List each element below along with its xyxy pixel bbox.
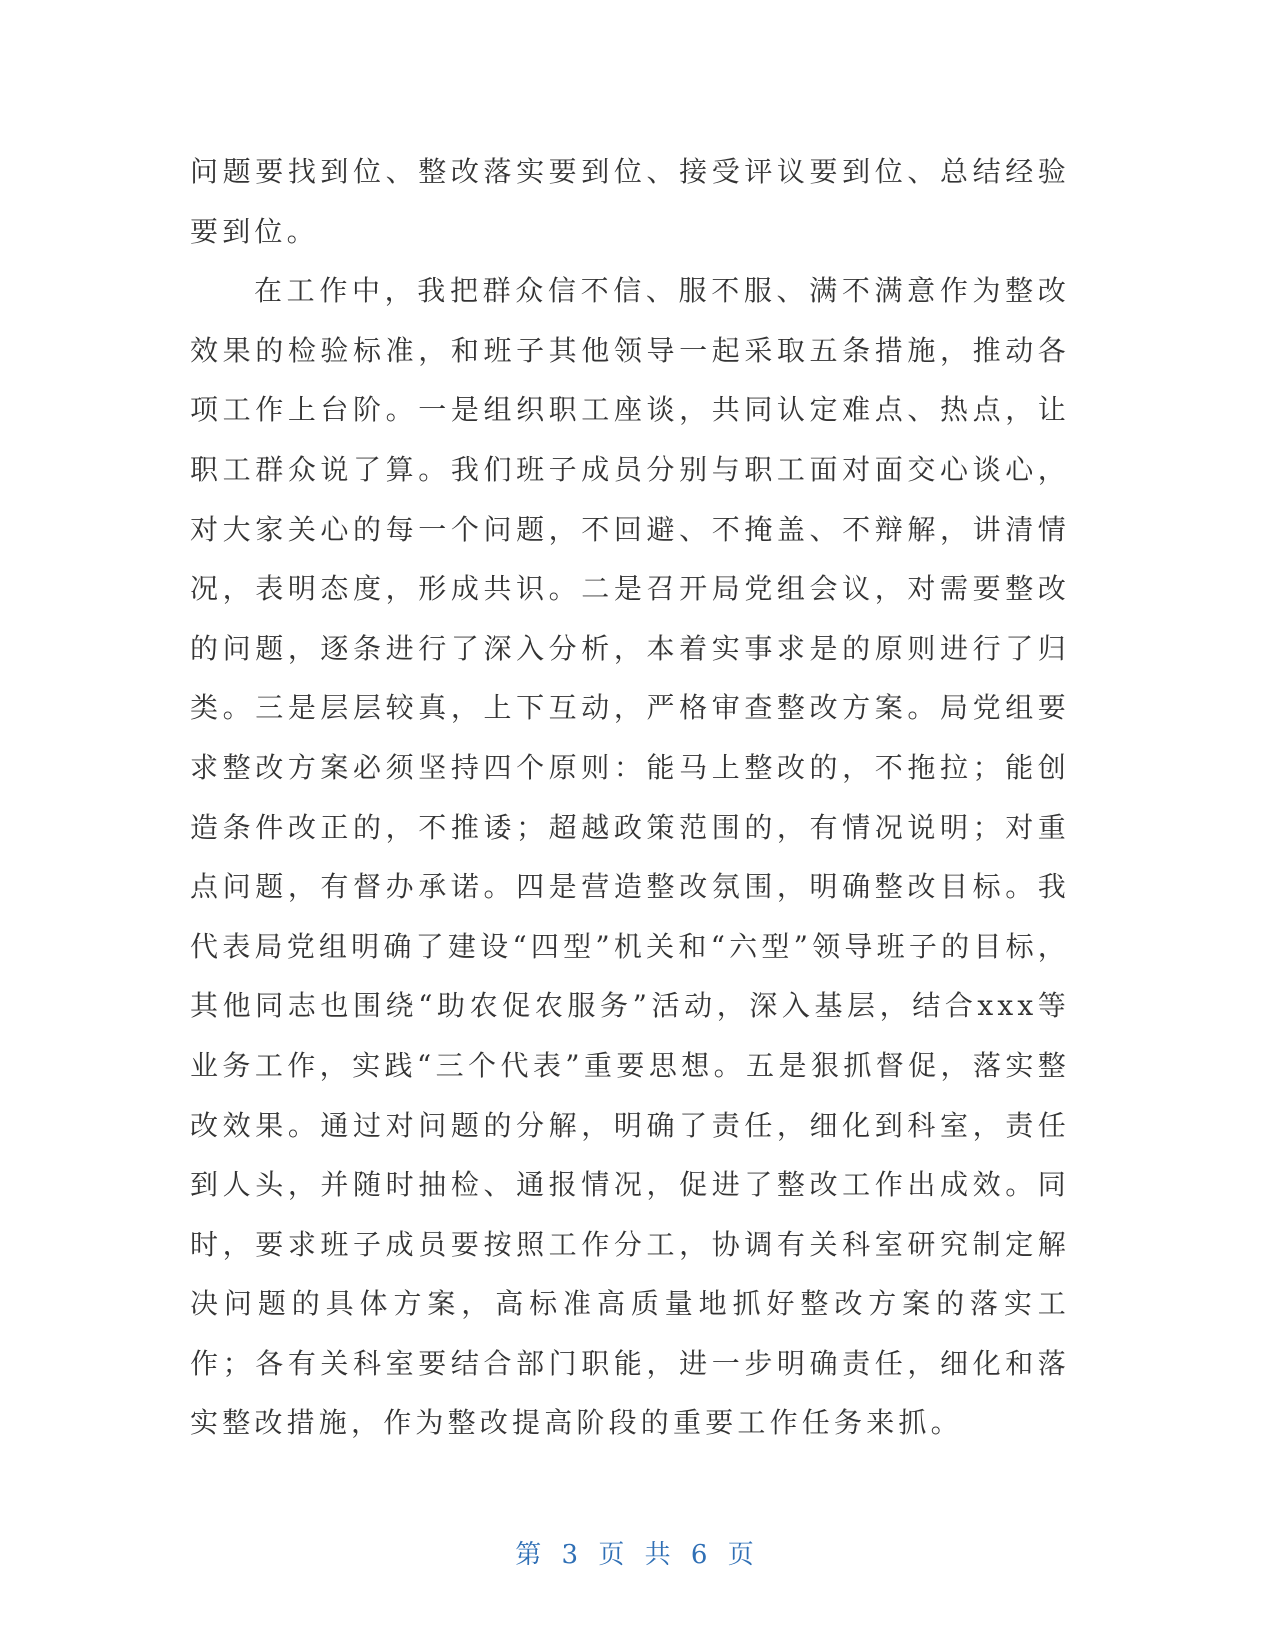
paragraph-main: 在工作中，我把群众信不信、服不服、满不满意作为整改效果的检验标准，和班子其他领导一起采取五条措施，推动各项工作上台阶。一是组织职工座谈，共同认定难点、热点，让职工群众说了算。我们班子成员分别与职工面对面交心谈心，对大家关心的每一个问题，不回避、不掩盖、不辩解，讲清情况，表明态度，形成共识。二是召开局党组会议，对需要整改的问题，逐条进行了深入分析，本着实事求是的原则进行了归类。三是层层较真，上下互动，严格审查整改方案。局党组要求整改方案必须坚持四个原则：能马上整改的，不拖拉；能创造条件改正的，不推诿；超越政策范围的，有情况说明；对重点问题，有督办承诺。四是营造整改氛围，明确整改目标。我代表局党组明确了建设“四型”机关和“六型”领导班子的目标，其他同志也围绕“助农促农服务”活动，深入基层，结合xxx等业务工作，实践“三个代表”重要思想。五是狠抓督促，落实整改效果。通过对问题的分解，明确了责任，细化到科室，责任到人头，并随时抽检、通报情况，促进了整改工作出成效。同时，要求班子成员要按照工作分工，协调有关科室研究制定解决问题的具体方案，高标准高质量地抓好整改方案的落实工作；各有关科室要结合部门职能，进一步明确责任，细化和落实整改措施，作为整改提高阶段的重要工作任务来抓。 (190, 274, 1070, 1440)
paragraph-continuation: 问题要找到位、整改落实要到位、接受评议要到位、总结经验要到位。 (190, 155, 1070, 248)
page-number-footer: 第 3 页 共 6 页 (515, 1540, 760, 1570)
document-body (190, 142, 1070, 1453)
